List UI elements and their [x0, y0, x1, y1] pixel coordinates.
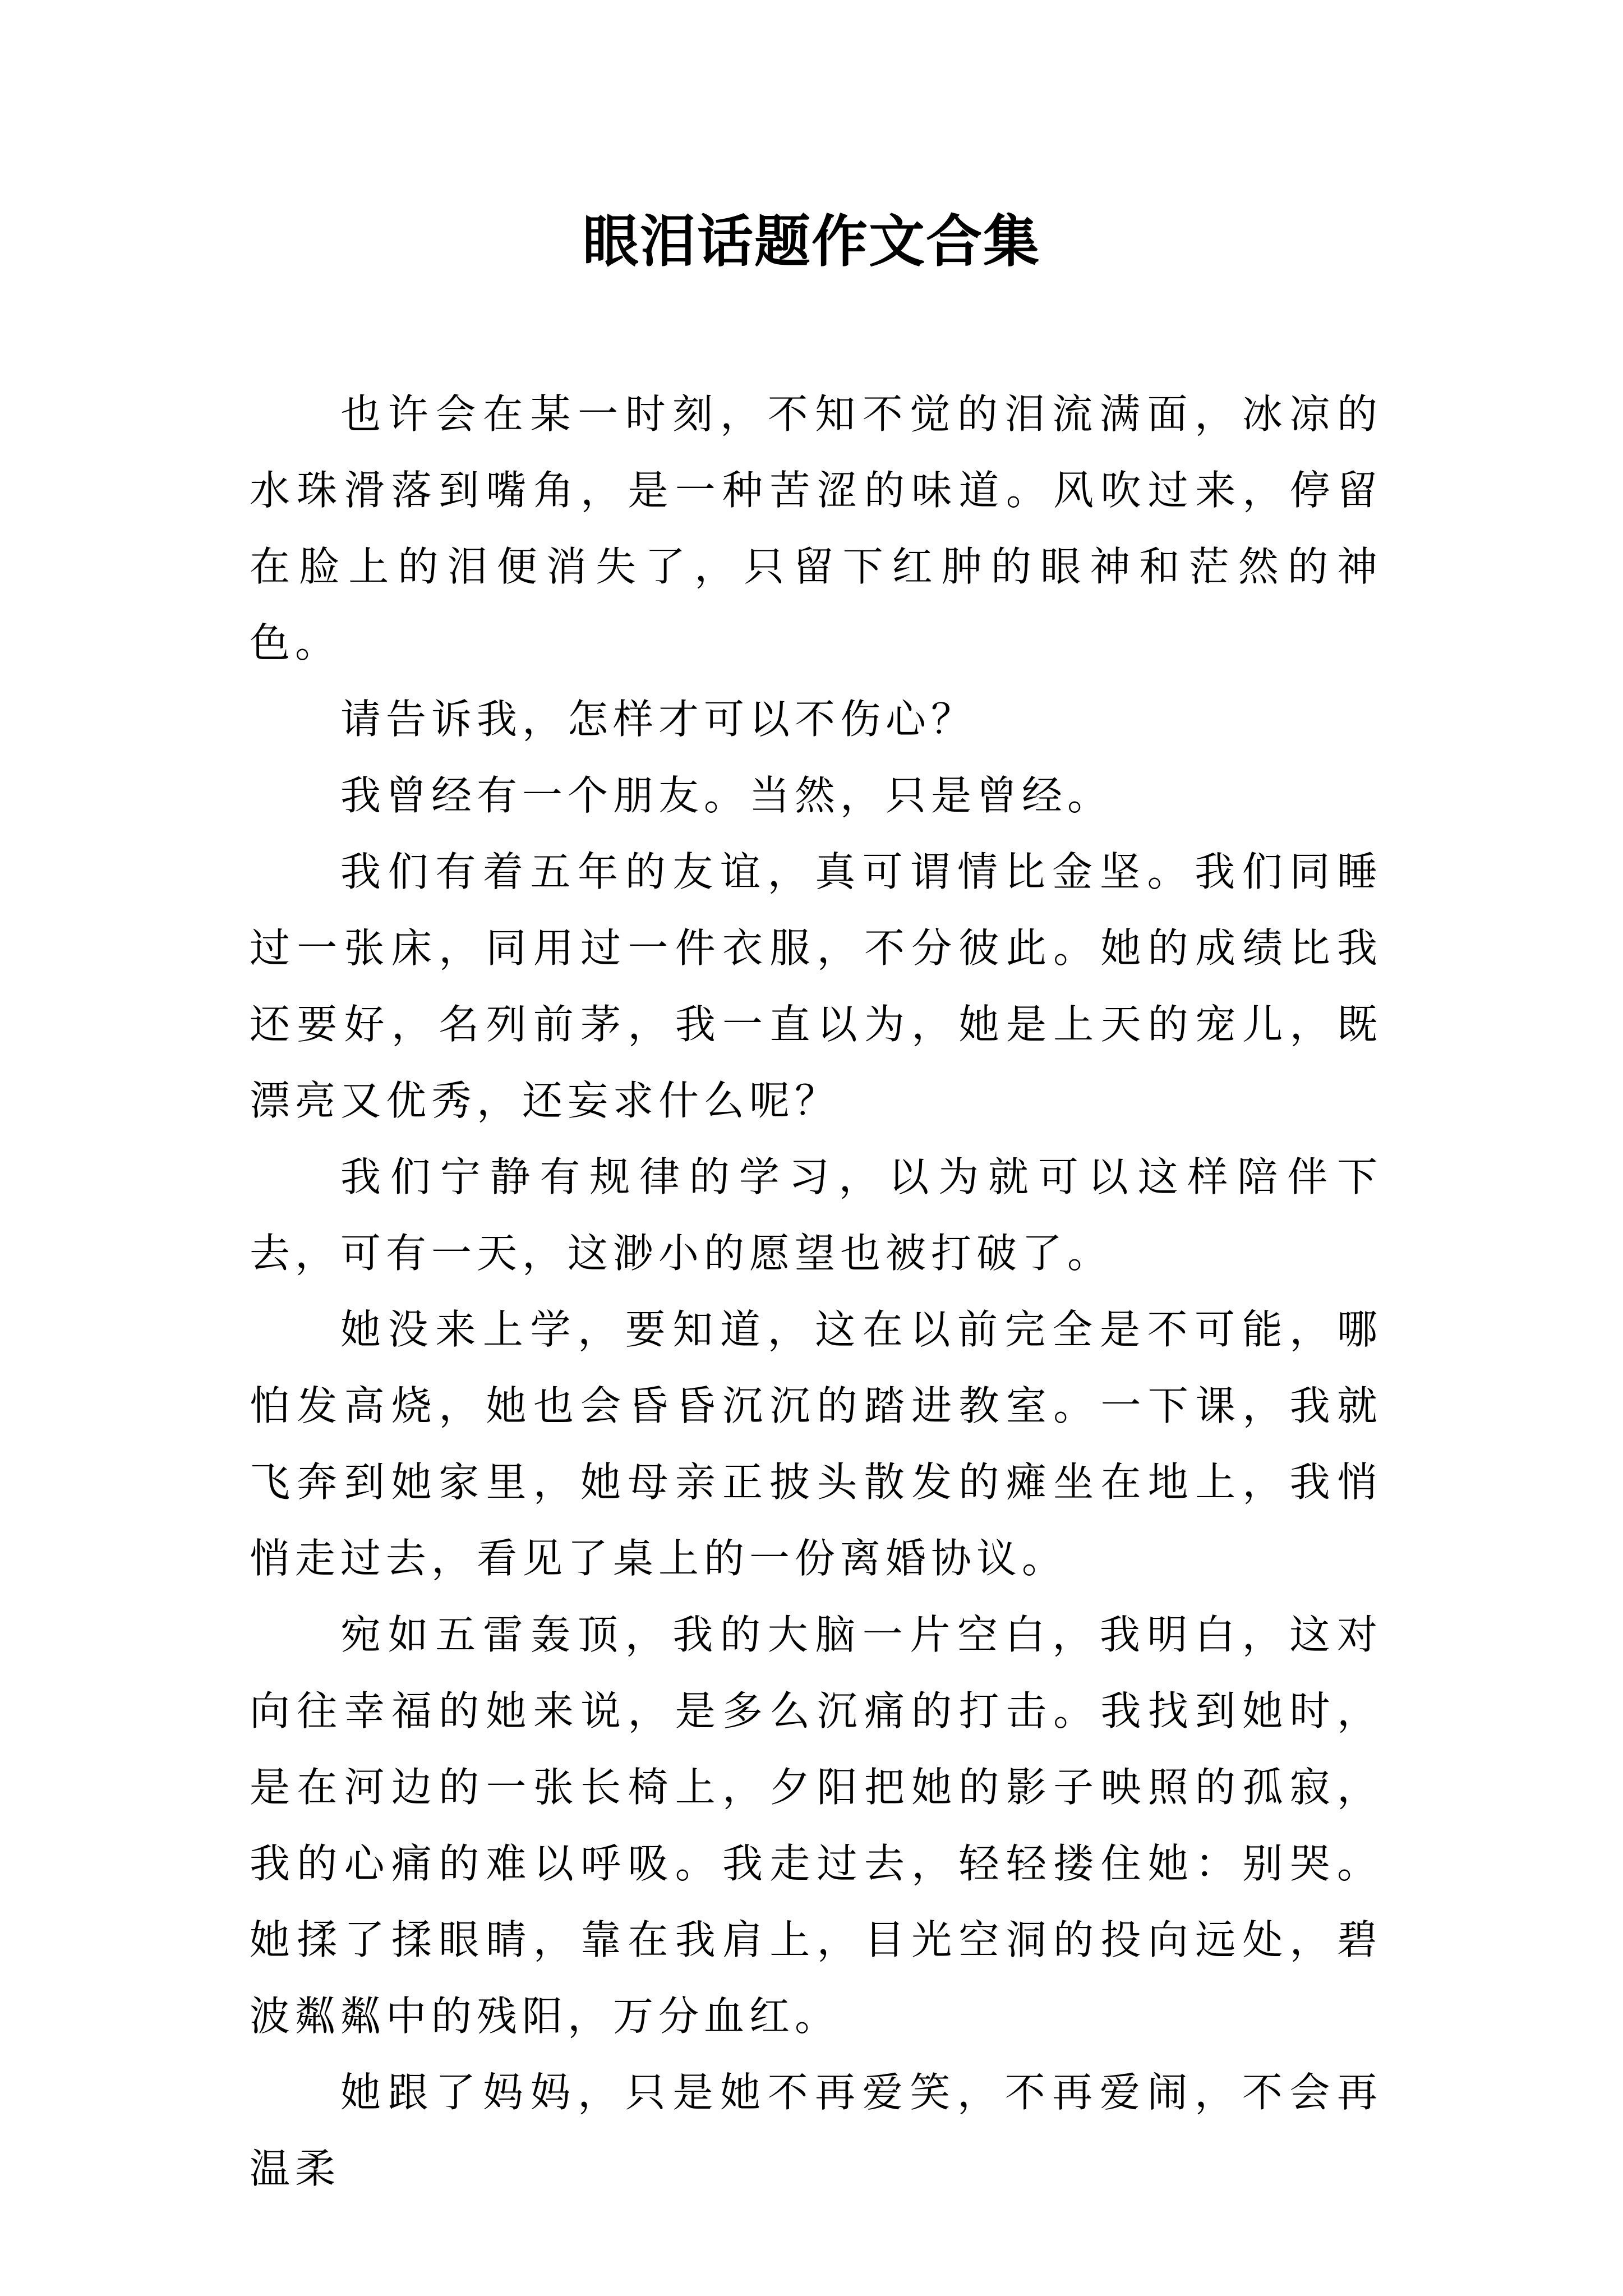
paragraph: 她没来上学，要知道，这在以前完全是不可能，哪怕发高烧，她也会昏昏沉沉的踏进教室。一下课，我就飞奔到她家里，她母亲正披头散发的瘫坐在地上，我悄悄走过去，看见了桌上的一份离婚协议。 — [250, 1306, 1382, 1582]
paragraph: 请告诉我，怎样才可以不伤心？ — [340, 696, 977, 743]
paragraph: 我们有着五年的友谊，真可谓情比金坚。我们同睡过一张床，同用过一件衣服，不分彼此。她的成绩比我还要好，名列前茅，我一直以为，她是上天的宠儿，既漂亮又优秀，还妄求什么呢？ — [250, 848, 1382, 1124]
document-body — [250, 376, 1382, 2207]
document-title: 眼泪话题作文合集 — [583, 208, 1040, 274]
paragraph: 也许会在某一时刻，不知不觉的泪流满面，冰凉的水珠滑落到嘴角，是一种苦涩的味道。风吹过来，停留在脸上的泪便消失了，只留下红肿的眼神和茫然的神色。 — [250, 390, 1382, 666]
paragraph: 我们宁静有规律的学习，以为就可以这样陪伴下去，可有一天，这渺小的愿望也被打破了。 — [250, 1153, 1382, 1277]
paragraph: 她跟了妈妈，只是她不再爱笑，不再爱闹，不会再温柔 — [250, 2069, 1382, 2192]
paragraph: 我曾经有一个朋友。当然，只是曾经。 — [340, 772, 1113, 819]
paragraph: 宛如五雷轰顶，我的大脑一片空白，我明白，这对向往幸福的她来说，是多么沉痛的打击。我找到她时，是在河边的一张长椅上，夕阳把她的影子映照的孤寂，我的心痛的难以呼吸。我走过去，轻轻搂住她：别哭。她揉了揉眼睛，靠在我肩上，目光空洞的投向远处，碧波粼粼中的残阳，万分血红。 — [250, 1611, 1382, 2040]
